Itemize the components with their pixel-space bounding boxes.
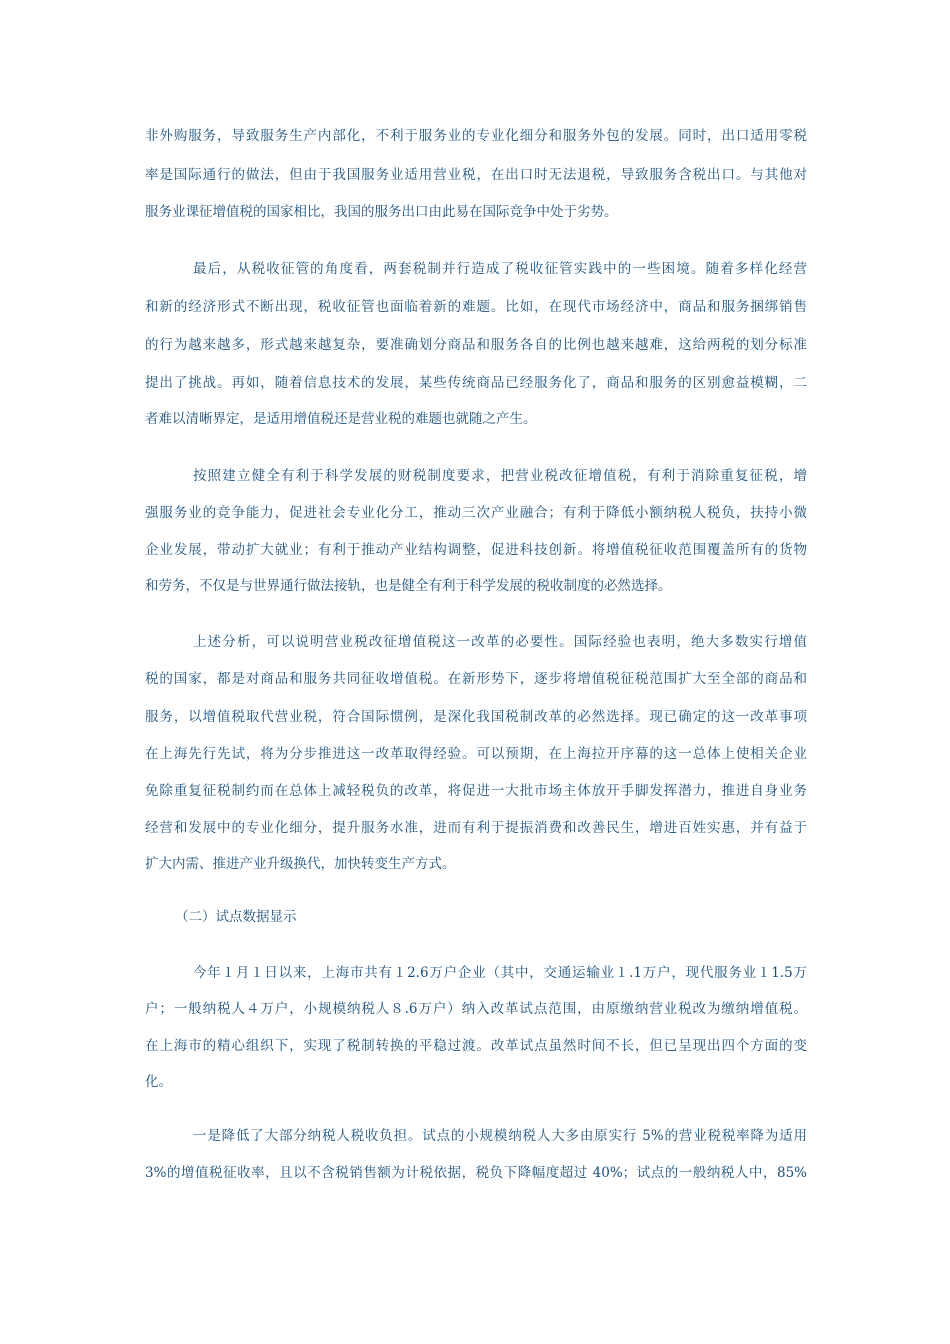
paragraph-2-line-3: 的行为越来越多，形式越来越复杂，要准确划分商品和服务各自的比例也越来越难，这给两税的划分标准: [145, 337, 807, 353]
paragraph-6-line-2: 3%的增值税征收率，且以不含税销售额为计税依据，税负下降幅度超过 40%；试点的一般纳税人中，85%: [145, 1165, 807, 1181]
paragraph-5-line-2: 户；一般纳税人４万户，小规模纳税人８.6万户）纳入改革试点范围，由原缴纳营业税改为缴纳增值税。: [145, 1001, 807, 1017]
paragraph-3-line-1: 按照建立健全有利于科学发展的财税制度要求，把营业税改征增值税，有利于消除重复征税，增: [193, 468, 807, 484]
paragraph-4-line-3: 服务，以增值税取代营业税，符合国际惯例，是深化我国税制改革的必然选择。现已确定的这一改革事项: [145, 709, 807, 725]
paragraph-4-line-7: 扩大内需、推进产业升级换代，加快转变生产方式。: [145, 856, 456, 872]
paragraph-4-line-4: 在上海先行先试，将为分步推进这一改革取得经验。可以预期，在上海拉开序幕的这一总体上使相关企业: [145, 746, 807, 762]
paragraph-4-line-1: 上述分析，可以说明营业税改征增值税这一改革的必要性。国际经验也表明，绝大多数实行增值: [193, 634, 807, 650]
paragraph-4-line-2: 税的国家，都是对商品和服务共同征收增值税。在新形势下，逐步将增值税征税范围扩大至全部的商品和: [145, 671, 807, 687]
paragraph-6-line-1: 一是降低了大部分纳税人税收负担。试点的小规模纳税人大多由原实行 5%的营业税税率降为适用: [193, 1128, 807, 1144]
paragraph-4-line-6: 经营和发展中的专业化细分，提升服务水准，进而有利于提振消费和改善民生，增进百姓实惠，并有益于: [145, 820, 807, 836]
paragraph-2-line-4: 提出了挑战。再如，随着信息技术的发展，某些传统商品已经服务化了，商品和服务的区别愈益模糊，二: [145, 375, 807, 391]
paragraph-3-line-3: 企业发展，带动扩大就业；有利于推动产业结构调整，促进科技创新。将增值税征收范围覆盖所有的货物: [145, 542, 807, 558]
paragraph-1-line-2: 率是国际通行的做法，但由于我国服务业适用营业税，在出口时无法退税，导致服务含税出口。与其他对: [145, 167, 807, 183]
paragraph-5-line-3: 在上海市的精心组织下，实现了税制转换的平稳过渡。改革试点虽然时间不长，但已呈现出四个方面的变: [145, 1038, 807, 1054]
section-heading: （二）试点数据显示: [175, 909, 297, 925]
paragraph-4-line-5: 免除重复征税制约而在总体上减轻税负的改革，将促进一大批市场主体放开手脚发挥潜力，推进自身业务: [145, 783, 807, 799]
paragraph-1-line-1: 非外购服务，导致服务生产内部化，不利于服务业的专业化细分和服务外包的发展。同时，出口适用零税: [145, 128, 807, 144]
paragraph-5-line-4: 化。: [145, 1074, 172, 1090]
paragraph-3-line-2: 强服务业的竞争能力，促进社会专业化分工，推动三次产业融合；有利于降低小额纳税人税负，扶持小微: [145, 505, 807, 521]
paragraph-2-line-5: 者难以清晰界定，是适用增值税还是营业税的难题也就随之产生。: [145, 411, 537, 427]
paragraph-1-line-3: 服务业课征增值税的国家相比，我国的服务出口由此易在国际竞争中处于劣势。: [145, 204, 618, 220]
paragraph-3-line-4: 和劳务，不仅是与世界通行做法接轨，也是健全有利于科学发展的税收制度的必然选择。: [145, 578, 672, 594]
paragraph-5-line-1: 今年１月１日以来，上海市共有１2.6万户企业（其中，交通运输业１.1万户，现代服务业１1.5万: [193, 965, 807, 981]
paragraph-2-line-2: 和新的经济形式不断出现，税收征管也面临着新的难题。比如，在现代市场经济中，商品和服务捆绑销售: [145, 299, 807, 315]
paragraph-2-line-1: 最后，从税收征管的角度看，两套税制并行造成了税收征管实践中的一些困境。随着多样化经营: [193, 261, 807, 277]
